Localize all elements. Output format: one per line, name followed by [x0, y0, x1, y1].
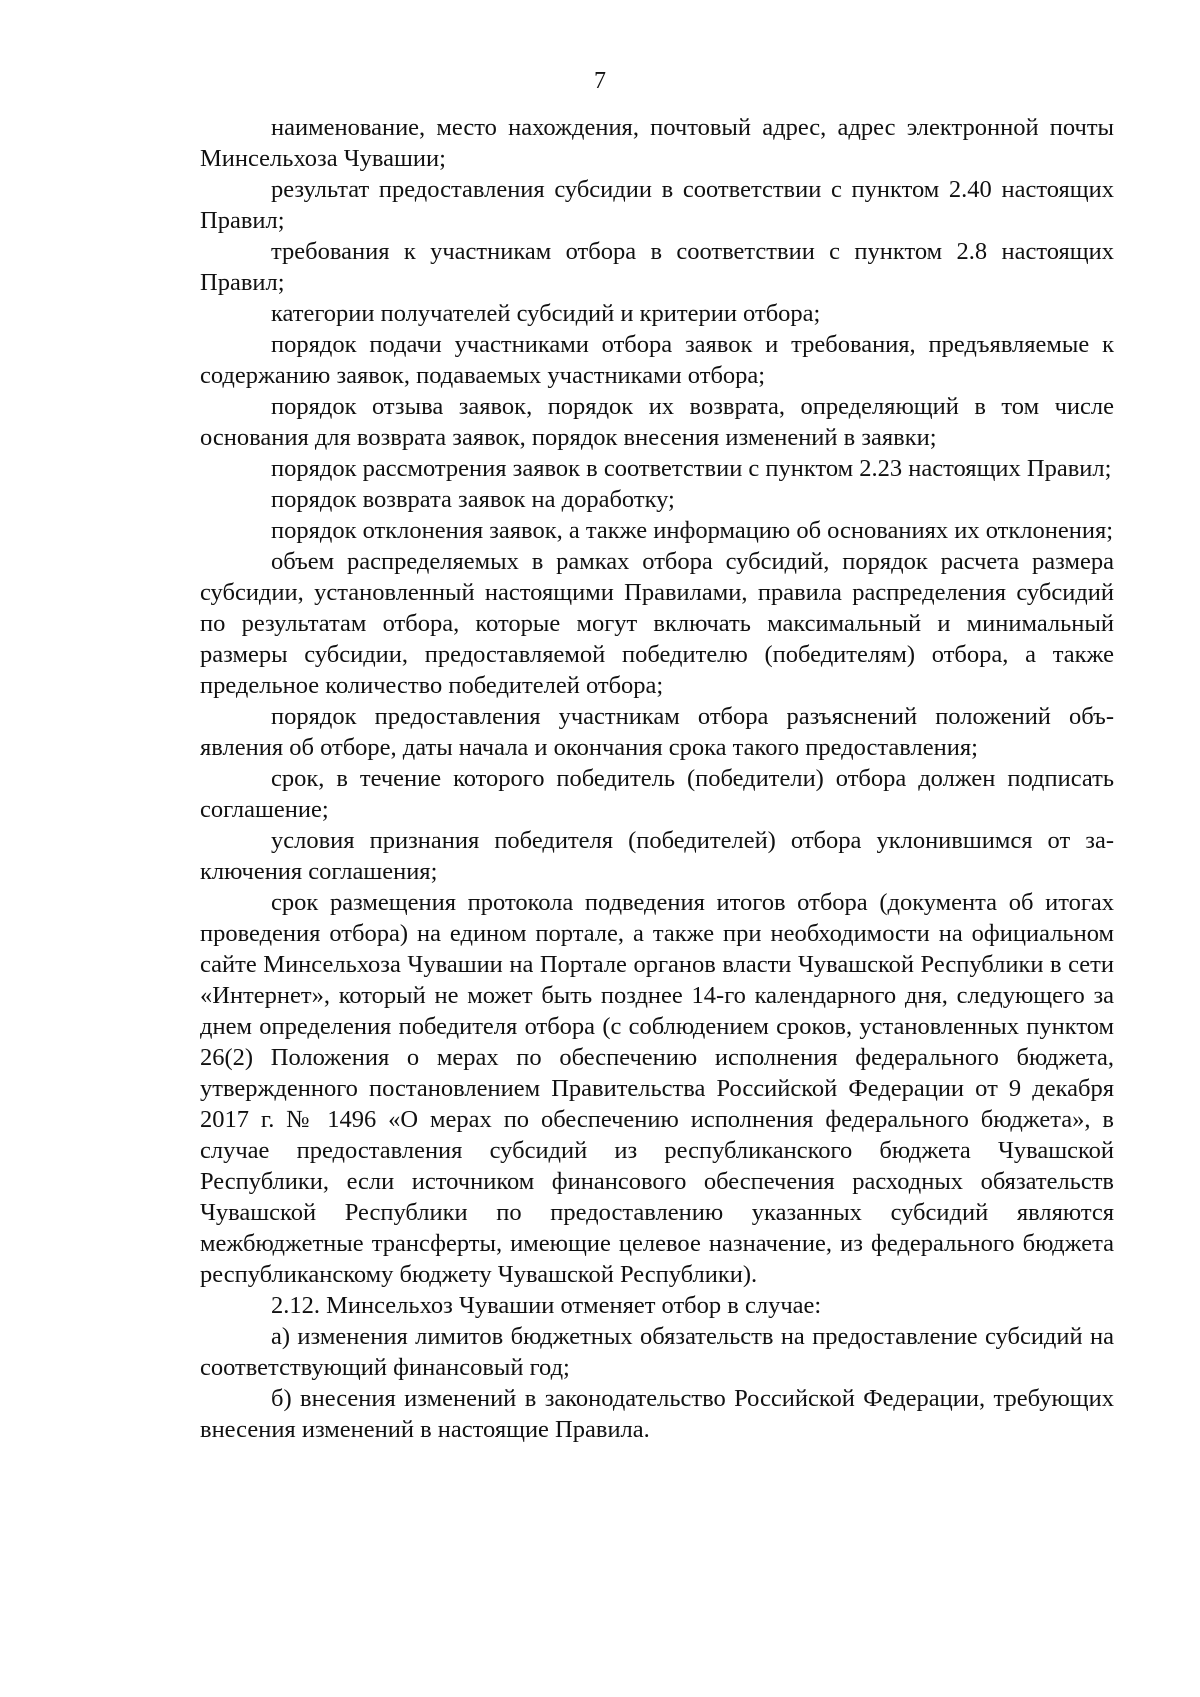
paragraph-8: порядок возврата заявок на доработку; [271, 486, 675, 513]
document-body [200, 112, 1114, 1445]
paragraph-9: порядок отклонения заявок, а также информацию об основаниях их отклонения; [271, 517, 1114, 544]
paragraph-15: 2.12. Минсельхоз Чувашии отменяет отбор в случае: [271, 1292, 822, 1319]
paragraph-1: наименование, место нахождения, почтовый адрес, адрес электронной почты Минсельхоза Чувашии; [200, 114, 1114, 172]
paragraph-5: порядок подачи участниками отбора заявок и требования, предъявляемые к содержанию заявок, подаваемых участниками отбора; [200, 331, 1114, 389]
paragraph-10: объем распределяемых в рамках отбора субсидий, порядок расчета размера субсидии, установленный настоящими Правилами, правила распределения субсидий по результатам отбора, которые могут включать максимальный и минимальный размеры субсидии, предоставляемой победителю (победителям) отбора, а также предельное количество победителей отбора; [200, 548, 1114, 699]
paragraph-4: категории получателей субсидий и критерии отбора; [271, 300, 821, 327]
paragraph-17: б) внесения изменений в законодательство Российской Федерации, требующих внесения изменений в настоящие Правила. [200, 1385, 1114, 1443]
paragraph-13: условия признания победителя (победителей) отбора уклонившимся от заключения соглашения; [200, 827, 1114, 885]
paragraph-11: порядок предоставления участникам отбора разъяснений положений объявления об отборе, даты начала и окончания срока такого предоставления; [200, 703, 1114, 761]
paragraph-16: а) изменения лимитов бюджетных обязательств на предоставление субсидий на соответствующий финансовый год; [200, 1323, 1114, 1381]
paragraph-12: срок, в течение которого победитель (победители) отбора должен подписать соглашение; [200, 765, 1114, 823]
page-number: 7 [594, 68, 606, 94]
paragraph-7: порядок рассмотрения заявок в соответствии с пунктом 2.23 настоящих Правил; [271, 455, 1112, 482]
paragraph-14: срок размещения протокола подведения итогов отбора (документа об итогах проведения отбора) на едином портале, а также при необходимости на официальном сайте Минсельхоза Чувашии на Портале органов власти Чувашской Республики в сети «Интернет», который не может быть позднее 14-го календарного дня, следующего за днем определения победителя отбора (с соблюдением сроков, установленных пунктом 26(2) Положения о мерах по обеспечению исполнения федерального бюджета, утвержденного постановлением Правительства Российской Федерации от 9 декабря 2017 г. № 1496 «О мерах по обеспечению исполнения федерального бюджета», в случае предоставления субсидий из республиканского бюджета Чувашской Республики, если источником финансового обеспечения расходных обязательств Чувашской Республики по предоставлению указанных субсидий являются межбюджетные трансферты, имеющие целевое назначение, из федерального бюджета республиканскому бюджету Чувашской Республики). [200, 889, 1114, 1288]
paragraph-3: требования к участникам отбора в соответствии с пунктом 2.8 настоящих Правил; [200, 238, 1114, 296]
paragraph-2: результат предоставления субсидии в соответствии с пунктом 2.40 настоящих Правил; [200, 176, 1114, 234]
paragraph-6: порядок отзыва заявок, порядок их возврата, определяющий в том числе основания для возврата заявок, порядок внесения изменений в заявки; [200, 393, 1114, 451]
